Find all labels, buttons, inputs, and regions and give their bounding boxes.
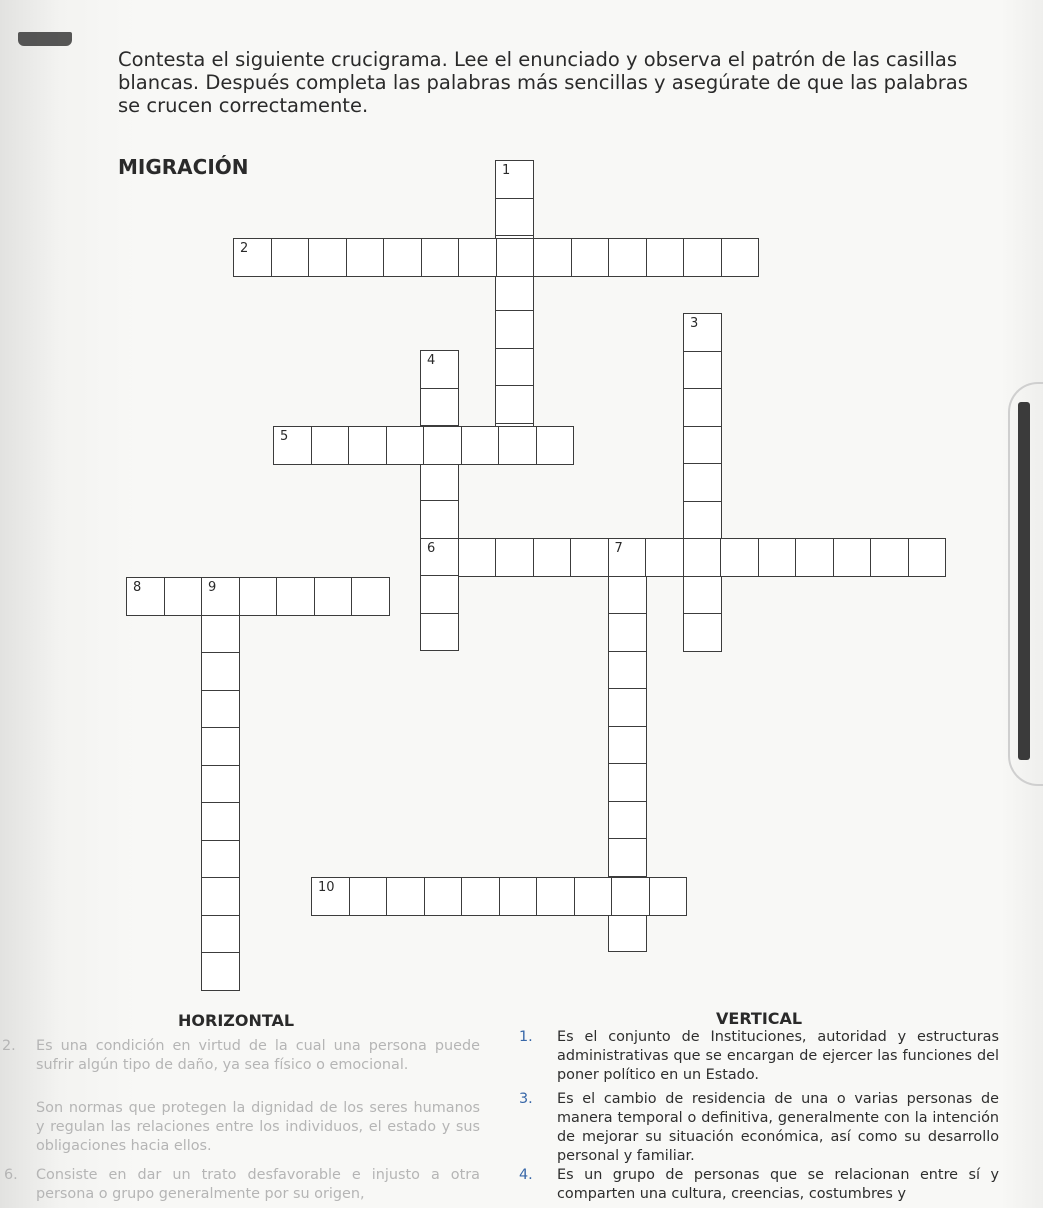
crossword-cell[interactable] [386,426,425,465]
vertical-clue-number: 3. [519,1091,533,1107]
crossword-cell[interactable] [495,385,534,424]
crossword-cell[interactable] [420,538,459,577]
clue-number-label: 10 [318,880,335,895]
crossword-cell[interactable] [311,426,350,465]
crossword-cell[interactable] [420,575,459,614]
crossword-cell[interactable] [495,310,534,349]
horizontal-clue-text: Consiste en dar un trato desfavorable e injusto a otra persona o grupo generalmente por su origen, [36,1167,480,1202]
crossword-cell[interactable] [420,613,459,652]
crossword-cell[interactable] [495,538,534,577]
crossword-cell[interactable] [420,350,459,389]
crossword-cell[interactable] [276,577,315,616]
crossword-cell[interactable] [536,877,575,916]
crossword-cell[interactable] [574,877,613,916]
crossword-cell[interactable] [424,877,463,916]
horizontal-clue-number: 2. [2,1038,16,1054]
crossword-cell[interactable] [273,426,312,465]
crossword-cell[interactable] [645,538,684,577]
crossword-cell[interactable] [533,538,572,577]
crossword-cell[interactable] [201,652,240,691]
clue-number-label: 7 [614,541,623,556]
crossword-cell[interactable] [314,577,353,616]
clue-number-label: 6 [427,540,436,556]
instructions-text: Contesta el siguiente crucigrama. Lee el enunciado y observa el patrón de las casillas blancas. Después completa las palabras más sencillas y asegúrate de que las palabras se crucen correctamente. [118,48,968,117]
crossword-title: MIGRACIÓN [118,155,249,179]
crossword-cell[interactable] [201,915,240,954]
crossword-cell[interactable] [420,500,459,539]
crossword-cell[interactable] [608,613,647,652]
crossword-cell[interactable] [870,538,909,577]
crossword-cell[interactable] [201,577,240,616]
crossword-cell[interactable] [608,651,647,690]
vertical-clue-number: 1. [519,1029,533,1045]
crossword-cell[interactable] [683,313,722,352]
crossword-cell[interactable] [201,765,240,804]
crossword-cell[interactable] [683,613,722,652]
crossword-cell[interactable] [683,463,722,502]
crossword-cell[interactable] [533,238,572,277]
crossword-cell[interactable] [611,877,650,916]
clue-number-label: 8 [133,580,142,595]
crossword-cell[interactable] [646,238,685,277]
clue-number-label: 1 [502,163,511,178]
crossword-cell[interactable] [498,426,537,465]
crossword-cell[interactable] [201,840,240,879]
crossword-cell[interactable] [795,538,834,577]
crossword-cell[interactable] [271,238,310,277]
crossword-cell[interactable] [383,238,422,277]
vertical-clue-number: 4. [519,1167,533,1183]
horizontal-clue-number: 6. [4,1167,18,1183]
crossword-cell[interactable] [608,238,647,277]
crossword-cell[interactable] [420,388,459,427]
crossword-cell[interactable] [311,877,350,916]
vertical-clue-text: Es un grupo de personas que se relacionan entre sí y comparten una cultura, creencias, costumbres y [557,1167,999,1202]
crossword-cell[interactable] [608,726,647,765]
crossword-cell[interactable] [683,238,722,277]
crossword-cell[interactable] [496,238,535,277]
crossword-cell[interactable] [683,576,722,615]
crossword-cell[interactable] [608,801,647,840]
page-edge-bar [1018,402,1030,760]
crossword-cell[interactable] [495,160,534,199]
crossword-cell[interactable] [201,727,240,766]
crossword-cell[interactable] [164,577,203,616]
crossword-cell[interactable] [499,877,538,916]
crossword-cell[interactable] [908,538,947,577]
crossword-cell[interactable] [683,388,722,427]
clue-number-label: 3 [690,316,699,331]
crossword-cell[interactable] [608,763,647,802]
vertical-clue-text: Es el cambio de residencia de una o varias personas de manera temporal o definitiva, generalmente con la intención de mejorar su situación económica, así como su desarrollo personal y familiar. [557,1091,999,1164]
crossword-cell[interactable] [233,238,272,277]
horizontal-clue-text: Son normas que protegen la dignidad de los seres humanos y regulan las relaciones entre los individuos, el estado y sus obligaciones hacia ellos. [36,1100,480,1154]
crossword-cell[interactable] [495,273,534,312]
horizontal-heading: HORIZONTAL [178,1011,295,1030]
crossword-cell[interactable] [201,615,240,654]
crossword-cell[interactable] [608,576,647,615]
corner-decoration [18,32,72,46]
crossword-cell[interactable] [495,198,534,237]
crossword-cell[interactable] [461,426,500,465]
crossword-cell[interactable] [201,802,240,841]
crossword-cell[interactable] [683,426,722,465]
crossword-cell[interactable] [683,351,722,390]
horizontal-clue-text: Es una condición en virtud de la cual una persona puede sufrir algún tipo de daño, ya sea físico o emocional. [36,1038,480,1073]
crossword-cell[interactable] [420,463,459,502]
crossword-cell[interactable] [201,877,240,916]
crossword-cell[interactable] [458,538,497,577]
crossword-cell[interactable] [833,538,872,577]
vertical-heading: VERTICAL [716,1009,803,1028]
vertical-clue-text: Es el conjunto de Instituciones, autoridad y estructuras administrativas que se encargan de ejercer las funciones del poner político en un Estado. [557,1029,999,1083]
crossword-cell[interactable] [126,577,165,616]
crossword-cell[interactable] [649,877,688,916]
crossword-cell[interactable] [720,538,759,577]
crossword-cell[interactable] [570,538,609,577]
clue-number-label: 4 [427,353,436,368]
clue-number-label: 9 [208,580,217,595]
crossword-cell[interactable] [351,577,390,616]
crossword-cell[interactable] [758,538,797,577]
crossword-cell[interactable] [495,348,534,387]
crossword-cell[interactable] [608,688,647,727]
crossword-cell[interactable] [608,838,647,877]
clue-number-label: 5 [280,429,289,444]
crossword-cell[interactable] [571,238,610,277]
clue-number-label: 2 [240,241,249,256]
crossword-cell[interactable] [721,238,760,277]
crossword-cell[interactable] [461,877,500,916]
crossword-cell[interactable] [386,877,425,916]
crossword-cell[interactable] [458,238,497,277]
crossword-cell[interactable] [346,238,385,277]
crossword-cell[interactable] [348,426,387,465]
crossword-cell[interactable] [608,538,647,577]
crossword-cell[interactable] [421,238,460,277]
crossword-cell[interactable] [308,238,347,277]
crossword-cell[interactable] [683,538,722,577]
crossword-cell[interactable] [201,690,240,729]
crossword-cell[interactable] [349,877,388,916]
crossword-cell[interactable] [239,577,278,616]
crossword-cell[interactable] [423,426,462,465]
crossword-cell[interactable] [683,501,722,540]
crossword-cell[interactable] [608,913,647,952]
crossword-cell[interactable] [536,426,575,465]
crossword-cell[interactable] [201,952,240,991]
